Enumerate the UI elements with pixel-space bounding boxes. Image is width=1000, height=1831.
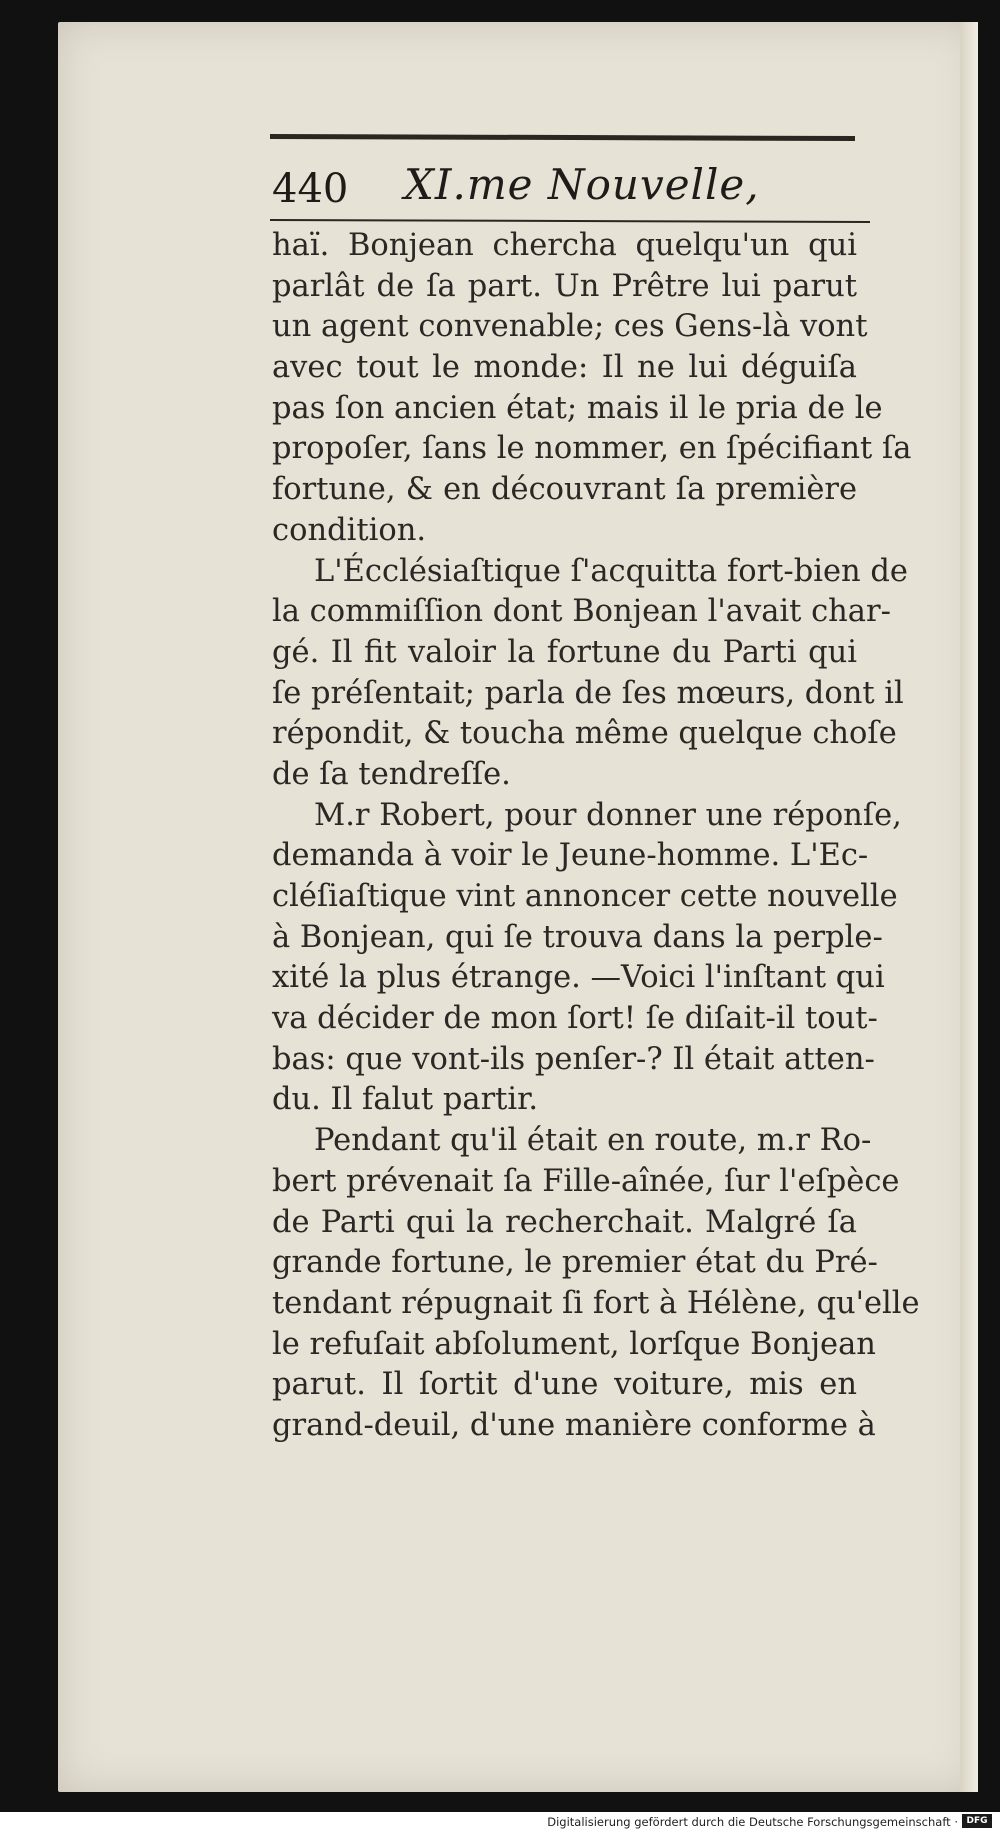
dfg-logo: DFG	[962, 1814, 992, 1828]
text-line: parut. Il ſortit d'une voiture, mis en	[272, 1367, 857, 1403]
text-line: de Parti qui la recherchait. Malgré ſa	[272, 1204, 857, 1240]
running-title: XI.me Nouvelle,	[404, 160, 760, 209]
text-line: pas ſon ancien état; mais il le pria de le	[272, 390, 883, 426]
text-line: fortune, & en découvrant ſa première	[272, 472, 857, 508]
text-line: bas: que vont-ils penſer-? Il était atten-	[272, 1041, 875, 1077]
text-line: bert prévenait ſa Fille-aînée, ſur l'eſpèce	[272, 1163, 900, 1199]
text-line: à Bonjean, qui ſe trouva dans la perple-	[272, 919, 883, 955]
text-line: grand-deuil, d'une manière conforme à	[272, 1407, 876, 1443]
text-line: du. Il falut partir.	[272, 1082, 539, 1118]
text-line: de ſa tendreſſe.	[272, 756, 511, 792]
text-line: la commiſſion dont Bonjean l'avait char-	[272, 594, 891, 630]
text-line: un agent convenable; ces Gens-là vont	[272, 309, 868, 345]
text-line: Pendant qu'il était en route, m.r Ro-	[314, 1123, 872, 1159]
text-line: xité la plus étrange. —Voici l'inſtant qui	[272, 960, 885, 996]
text-line: condition.	[272, 512, 427, 548]
text-line: L'Écclésiaſtique ſ'acquitta fort-bien de	[314, 553, 908, 589]
text-line: parlât de ſa part. Un Prêtre lui parut	[272, 268, 857, 304]
funding-credit: Digitalisierung gefördert durch die Deutsche Forschungsgemeinschaft ·	[547, 1815, 958, 1829]
text-line: cléſiaſtique vint annoncer cette nouvelle	[272, 879, 898, 914]
text-line: va décider de mon ſort! ſe diſait-il tout-	[272, 1001, 878, 1037]
text-line: grande fortune, le premier état du Pré-	[272, 1245, 878, 1281]
text-line: M.r Robert, pour donner une réponſe,	[314, 797, 902, 833]
text-line: haï. Bonjean chercha quelqu'un qui	[272, 228, 857, 263]
text-line: le refuſait abſolument, lorſque Bonjean	[272, 1326, 876, 1362]
page-number: 440	[272, 166, 349, 212]
text-line: ſe préſentait; parla de ſes mœurs, dont il	[272, 675, 904, 711]
text-line: répondit, & toucha même quelque choſe	[272, 716, 897, 752]
text-line: demanda à voir le Jeune-homme. L'Ec-	[272, 838, 869, 874]
text-line: propoſer, ſans le nommer, en ſpécifiant ſa	[272, 431, 912, 467]
text-line: avec tout le monde: Il ne lui déguiſa	[272, 350, 857, 386]
page-edge	[960, 22, 978, 1792]
page-header	[272, 148, 852, 214]
body-text	[272, 226, 920, 1447]
text-line: gé. Il fit valoir la fortune du Parti qui	[272, 634, 857, 670]
text-line: tendant répugnait ſi fort à Hélène, qu'elle	[272, 1285, 920, 1321]
